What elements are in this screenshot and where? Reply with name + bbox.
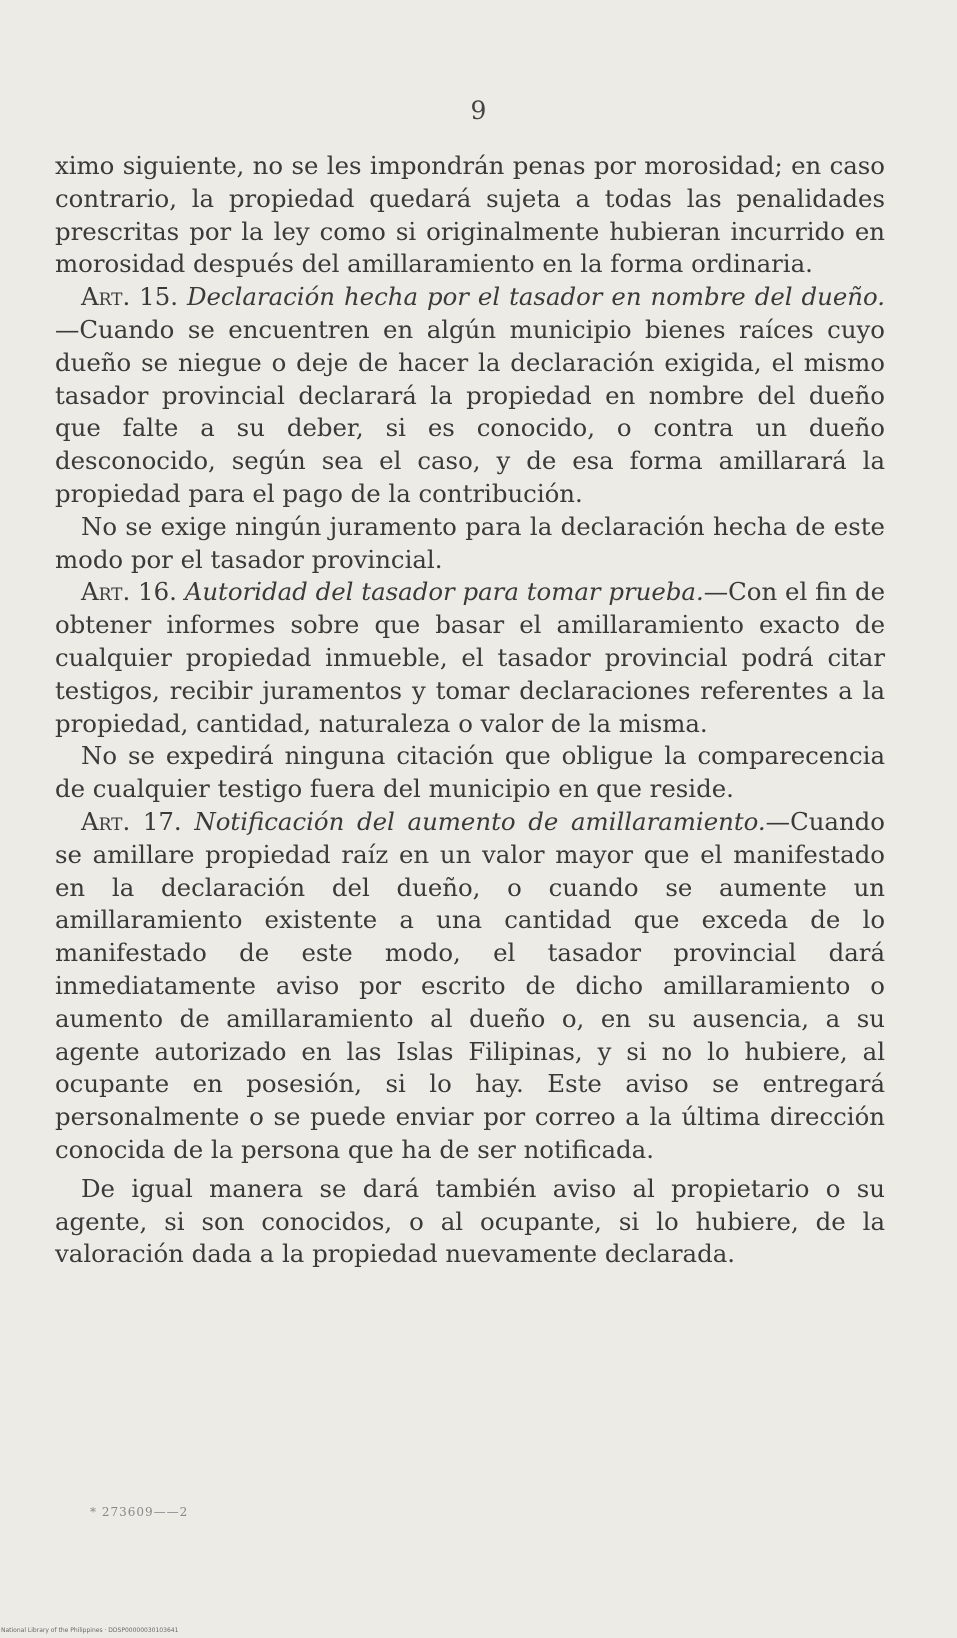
article-title: Notificación del aumento de amillaramiento.	[194, 806, 766, 836]
printer-footnote: * 273609——2	[90, 1505, 189, 1519]
article-label: Art. 17.	[81, 806, 182, 836]
paragraph-continuation	[55, 150, 885, 281]
article-label: Art. 16.	[81, 577, 177, 607]
scan-source-footer: National Library of the Philippines · DDSP00000030103641	[1, 1627, 179, 1634]
paragraph	[55, 1173, 885, 1271]
paragraph-text: No se expedirá ninguna citación que obligue la comparecencia de cualquier testigo fuera del municipio en que reside.	[55, 741, 885, 804]
paragraph	[55, 740, 885, 806]
article-15	[55, 281, 885, 511]
article-17	[55, 806, 885, 1167]
paragraph-text: De igual manera se dará también aviso al propietario o su agente, si son conocidos, o al ocupante, si lo hubiere, de la valoración dada a la propiedad nuevamente declarada.	[55, 1173, 885, 1269]
article-title: Declaración hecha por el tasador en nombre del dueño.	[186, 282, 885, 312]
document-body	[55, 150, 885, 1271]
page-number: 9	[470, 96, 487, 125]
paragraph-text: —Cuando se encuentren en algún municipio bienes raíces cuyo dueño se niegue o deje de hacer la declaración exigida, el mismo tasador provincial declarará la propiedad en nombre del dueño que falte a su deber, si es conocido, o contra un dueño desconocido, según sea el caso, y de esa forma amillarará la propiedad para el pago de la contribución.	[55, 314, 885, 508]
paragraph-text: ximo siguiente, no se les impondrán penas por morosidad; en caso contrario, la propiedad quedará sujeta a todas las penalidades prescritas por la ley como si originalmente hubieran incurrido en morosidad después del amillaramiento en la forma ordinaria.	[55, 151, 885, 279]
paragraph-text: No se exige ningún juramento para la declaración hecha de este modo por el tasador provincial.	[55, 511, 885, 574]
paragraph-text: —Con el fin de obtener informes sobre que basar el amillaramiento exacto de cualquier propiedad inmueble, el tasador provincial podrá citar testigos, recibir juramentos y tomar declaraciones referentes a la propiedad, cantidad, naturaleza o valor de la misma.	[55, 577, 885, 738]
article-16	[55, 576, 885, 740]
paragraph	[55, 511, 885, 577]
article-label: Art. 15.	[81, 282, 178, 312]
article-title: Autoridad del tasador para tomar prueba.	[184, 577, 704, 607]
paragraph-text: —Cuando se amillare propiedad raíz en un valor mayor que el manifestado en la declaración del dueño, o cuando se aumente un amillaramiento existente a una cantidad que exceda de lo manifestado de este modo, el tasador provincial dará inmediatamente aviso por escrito de dicho amillaramiento o aumento de amillaramiento al dueño o, en su ausencia, a su agente autorizado en las Islas Filipinas, y si no lo hubiere, al ocupante en posesión, si lo hay. Este aviso se entregará personalmente o se puede enviar por correo a la última dirección conocida de la persona que ha de ser notificada.	[55, 806, 885, 1164]
